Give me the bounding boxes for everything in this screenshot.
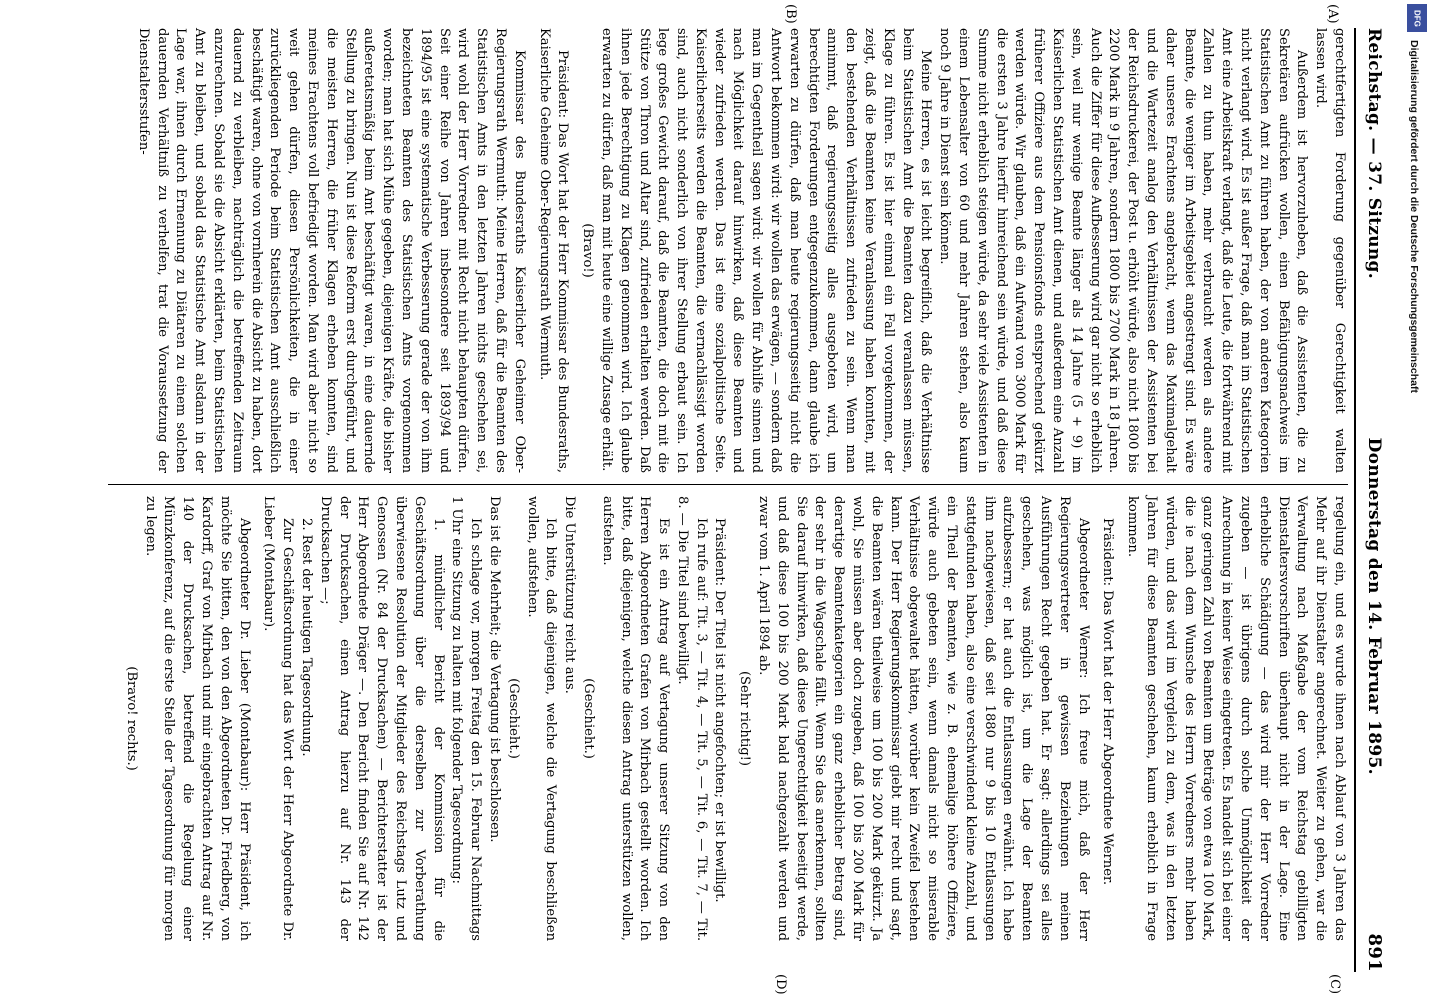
digitisation-strip: [1400, 0, 1432, 1000]
margin-mark-d: (D): [773, 974, 788, 995]
president-paragraph: Präsident: Der Titel ist nicht angefochten; er ist bewilligt.: [712, 518, 728, 903]
paragraph: regelung ein, und es wurde ihnen nach Ablauf von 3 Jahren das Mehr auf ihr Dienstalter angerechnet. Weiter zu gehen, war die Verwaltung nach Maßgabe der vom Reichstag gebilligten Dienstaltersvorschriften überhaupt nicht in der Lage. Eine erhebliche Schädigung — das wird mir der Herr Vorredner zugeben — ist übrigens durch solche Unmöglichkeit der Anrechnung in keiner Weise eingetreten. Es handelt sich bei einer ganz geringen Zahl von Beamten um Beträge von etwa 100 Mark, die ie nach dem Wunsche des Herrn Vorredners mehr haben würden, und das wird im Vergleich zu dem, was in den letzten Jahren für diese Beamten geschehen, kaum erheblich in Frage kommen.: [1125, 496, 1347, 941]
margin-mark-c: (C): [1327, 974, 1342, 995]
paragraph: Die Unterstützung reicht aus.: [562, 496, 578, 694]
agenda-item: 1. mündlicher Bericht der Kommission für die Geschäftsordnung über die derselben zur Vorberathung überwiesene Resolution der Mitglieder des Reichstags Lutz und Genossen (Nr. 84 der Drucksachen) — Berichterstatter ist der Herr Abgeordnete Dräger —. Den Bericht finden Sie auf Nr. 142 der Drucksachen, einen Antrag hierzu auf Nr. 143 der Drucksachen —;: [317, 496, 446, 941]
paragraph: Ich schlage vor, morgen Freitag den 15. Februar Nachmittags 1 Uhr eine Sitzung zu halten mit folgender Tagesordnung:: [449, 496, 484, 941]
header-rule: [1354, 28, 1356, 972]
interjection: (Bravo!): [580, 223, 596, 278]
header-date: Donnerstag den 14. Februar 1895.: [1364, 437, 1384, 775]
paragraph: Kommissar des Bundesraths Kaiserlicher Geheimer Ober-Regierungsrath Wermuth: Meine Herren, daß für die Beamten des Statistischen Amts in den letzten Jahren nichts geschehen sei, wird wohl der Herr Vorredner mit Recht nicht behaupten dürfen. Seit einer Reihe von Jahren insbesondere seit 1893/94 und 1894/95 ist eine systematische Verbesserung gerade der von ihm bezeichneten Beamten des Statistischen Amts vorgenommen worden; man hat sich Mühe gegeben, diejenigen Kräfte, die bisher außeretatsmäßig beim Amt beschäftigt waren, in eine dauernde Stellung zu bringen. Nun ist diese Reform erst durchgeführt, und die meisten Herren, die früher Klagen erheben konnten, sind meines Erachtens voll befriedigt worden. Man wird aber nicht so weit gehen dürfen, diesen Persönlichkeiten, die in einer zurückliegenden Periode beim Statistischen Amt ausschließlich beschäftigt waren, ohne von vornherein die Absicht zu haben, dort dauernd zu verbleiben, nachträglich die betreffenden Zeitraum anzurechnen. Sobald sie die Absicht erklärten, beim Statistischen Amt zu bleiben, und sobald das Statistische Amt alsdann in der Lage war, ihnen durch Ernennung zu Diätaren zu einem solchen dauernden Verhältniß zu verhelfen, trat die Voraussetzung der Dienstaltersstufen-: [135, 28, 527, 473]
paragraph: Außerdem ist hervorzuheben, daß die Assistenten, die zu Sekretären aufrücken wollen, einen Befähigungsnachweis im Statistischen Amt zu führen haben, der von anderen Kategorien nicht verlangt wird. Es ist außer Frage, daß man im Statistischen Amt eine Arbeitskraft verlangt, daß die Leute, die fortwährend mit Zahlen zu thun haben, mehr verbraucht werden als andere Beamte, die weniger im Arbeitsgebiet angestrengt sind. Es wäre daher unseres Erachtens angebracht, wenn das Maximalgehalt und die Wartezeit analog den Verhältnissen der Assistenten bei der Reichsdruckerei, der Post u. erhöht würde, also nicht 1800 bis 2200 Mark in 9 Jahren, sondern 1800 bis 2700 Mark in 18 Jahren. Auch die Ziffer für diese Aufbesserung wird gar nicht so erheblich sein, weil nur wenige Beamte länger als 14 Jahre (5 + 9) im Kaiserlichen Statistischen Amt dienen, und außerdem eine Anzahl früherer Offiziere aus dem Pensionsfonds entsprechend gekürzt werden würde. Wir glauben, daß ein Aufwand von 3000 Mark für die ersten 3 Jahre hierfür hinreichend sein würde, und daß diese Summe nicht erheblich steigen würde, da sehr viele Assistenten in einem Lebensalter von 60 und mehr Jahren stehen, also kaum noch 9 Jahre in Dienst sein können.: [937, 28, 1310, 473]
paragraph: Meine Herren, es ist leicht begreiflich, daß die Verhältnisse beim Statistischen Amt die Beamten dazu veranlassen müssen, Klage zu führen. Es ist hier einmal ein Fall vorgekommen, der zeigt, daß die Beamten keine Veranlassung haben konnten, mit den bestehenden Verhältnissen zufrieden zu sein. Wenn man annimmt, daß regierungsseitig alles ausgeboten wird, um berechtigten Forderungen entgegenzukommen, dann glaube ich erwarten zu dürfen, daß man heute regierungsseitig nicht die Antwort bekommen wird: wir wollen das erwägen, — sondern daß man im Gegentheil sagen wird: wir wollen für Abhilfe sinnen und nach Möglichkeit darauf hinwirken, daß diese Beamten und wieder zufrieden werden. Das ist eine sozialpolitische Seite. Kaiserlicherseits werden die Beamten, die vernachlässigt worden sind, auch nicht sonderlich von ihrer Stellung erbaut sein. Ich lege großes Gewicht darauf, daß die Beamten, die doch mit die Stütze von Thron und Altar sind, zufrieden erhalten werden. Daß ihnen jede Berechtigung zu Klagen genommen wird. Ich glaube erwarten zu dürfen, daß man mit heute eine willige Zusage erhält.: [598, 28, 934, 473]
page-number: 891: [1364, 933, 1385, 972]
paragraph: Das ist die Mehrheit; die Vertagung ist beschlossen.: [486, 496, 502, 843]
digitisation-note: Digitalisierung gefördert durch die Deutsche Forschungsgemeinschaft: [1408, 40, 1420, 393]
paragraph: gerechtfertigten Forderung gegenüber Gerechtigkeit walten lassen wird.: [1313, 28, 1347, 473]
margin-mark-b: (B): [783, 4, 798, 24]
paragraph: Es ist ein Antrag auf Vertagung unserer Sitzung von den Herren Abgeordneten Grafen von Mirbach gestellt worden. Ich bitte, daß diejenigen, welche diesen Antrag unterstützen wollen, aufstehen.: [599, 496, 672, 941]
left-column: [108, 28, 1348, 473]
agenda-item: 2. Rest der heutigen Tagesordnung.: [298, 518, 314, 757]
interjection: (Geschieht.): [580, 678, 596, 759]
paragraph: Abgeordneter Dr. Lieber (Montabaur): Herr Präsident, ich möchte Sie bitten, den von den Abgeordneten Dr. Friedberg, von Kardorff, Graf von Mirbach und mir eingebrachten Antrag auf Nr. 140 der Drucksachen, betreffend die Regelung einer Münzkonferenz, auf die erste Stelle der Tagesordnung für morgen zu legen.: [142, 496, 252, 941]
right-column: [108, 496, 1348, 941]
dfg-logo: DFG: [1407, 4, 1427, 32]
paragraph: Abgeordneter Werner: Ich freue mich, daß der Herr Regierungsvertreter in gewissen Beziehungen meinen Ausführungen Recht gegeben hat. Er sagt: allerdings sei alles geschehen, was möglich ist, um die Lage der Beamten aufzubessern; er hat auch die Entlassungen erwähnt. Ich habe ihm nachgewiesen, daß seit 1880 nur 9 bis 10 Entlassungen stattgefunden haben, also eine verschwindend kleine Anzahl, und ein Theil der Beamten, wie z. B. ehemalige höhere Offiziere, würde auch gebeten sein, wenn damals nicht so miserable Verhältnisse obgewaltet hätten, worüber kein Zweifel bestehen kann. Der Herr Regierungskommissar giebt mir recht und sagt, die Beamten wären theilweise um 100 bis 200 Mark gekürzt. Ja wohl, Sie müssen aber doch zugeben, daß 100 bis 200 Mark für derartige Beamtenkategorien ein ganz erheblicher Betrag sind, der sehr in die Wagschale fällt. Wenn Sie das anerkennen, sollten Sie darauf hinwirken, daß diese Ungerechtigkeit beseitigt werde, und daß diese 100 bis 200 Mark bald nachgezahlt werden und zwar vom 1. April 1894 ab.: [756, 496, 1091, 941]
paragraph: Zur Geschäftsordnung hat das Wort der Herr Abgeordnete Dr. Lieber (Montabaur).: [261, 496, 296, 941]
column-rule: [108, 484, 1348, 485]
interjection: (Geschieht.): [505, 678, 521, 759]
paragraph: Ich rufe auf: Tit. 3, — Tit. 4, — Tit. 5, — Tit. 6, — Tit. 7, — Tit. 8. — Die Titel sind bewilligt.: [674, 496, 709, 941]
president-paragraph: Präsident: Das Wort hat der Herr Kommissar des Bundesraths, Kaiserliche Geheime Ober-Regierungsrath Wermuth.: [536, 28, 571, 473]
header-left: Reichstag. — 37. Sitzung.: [1364, 28, 1384, 279]
interjection: (Bravo! rechts.): [123, 666, 139, 771]
interjection: (Sehr richtig!): [737, 670, 753, 767]
president-paragraph: Präsident: Das Wort hat der Herr Abgeordnete Werner.: [1100, 518, 1116, 885]
page-content: [108, 4, 1398, 995]
paragraph: Ich bitte, daß diejenigen, welche die Vertagung beschließen wollen, aufstehen.: [524, 496, 559, 941]
margin-mark-a: (A): [1325, 4, 1340, 24]
running-header: [1364, 28, 1398, 972]
